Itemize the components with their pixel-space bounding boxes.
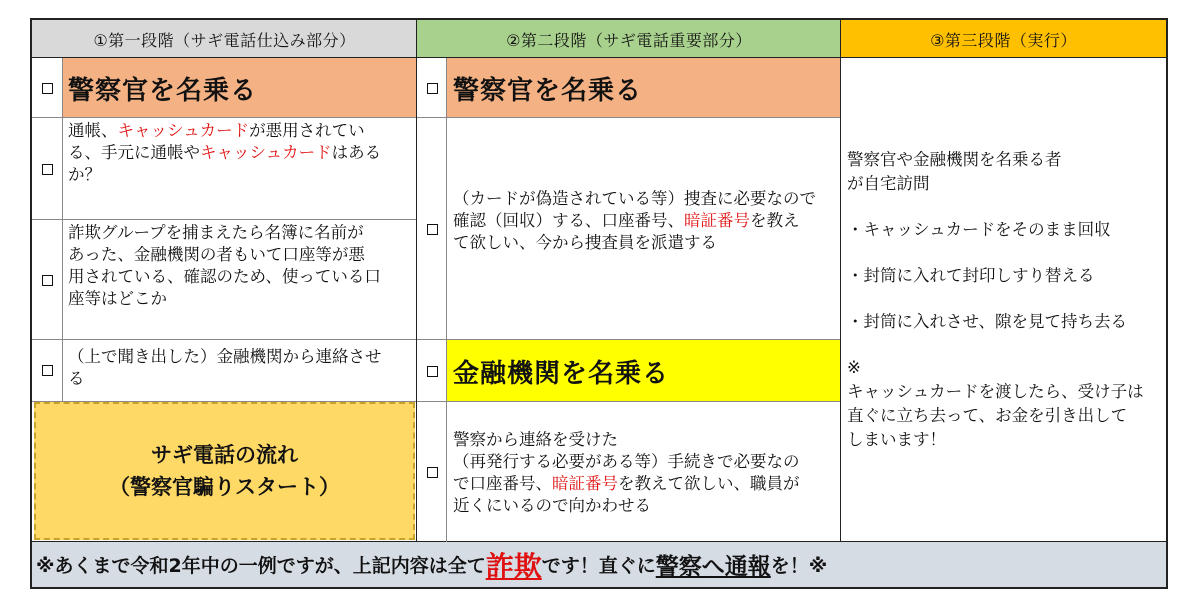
- header-stage3: ③第三段階（実行）: [841, 20, 1166, 58]
- stage1-item1-text: 通帳、キャッシュカードが悪用されてい る、手元に通帳やキャッシュカードはある か？: [68, 121, 382, 184]
- footer-warning: ※あくまで令和2年中の一例ですが、上記内容は全て 詐欺 です！直ぐに 警察へ通報 を！※: [32, 542, 1166, 587]
- stage1-item1-checkbox[interactable]: [32, 118, 62, 220]
- stage2-title-bank: 金融機関を名乗る: [447, 340, 841, 402]
- stage1-item2-checkbox[interactable]: [32, 220, 62, 340]
- grid-line: [32, 117, 416, 118]
- stage1-item3-checkbox[interactable]: [32, 340, 62, 400]
- grid-line: [417, 401, 840, 402]
- footer-report-police: 警察へ通報: [655, 554, 771, 580]
- flow-title: サギ電話の流れ: [151, 443, 298, 467]
- stage3-bullet: ・キャッシュカードをそのまま回収: [847, 220, 1111, 239]
- header-stage1: ①第一段階（サギ電話仕込み部分）: [32, 20, 417, 58]
- stage1-item3-text: （上で聞き出した）金融機関から連絡させ る: [68, 347, 382, 388]
- fraud-flow-table: [30, 18, 1168, 589]
- grid-line: [32, 57, 1166, 58]
- grid-line: [32, 401, 416, 402]
- stage2-item1-checkbox[interactable]: [417, 118, 447, 340]
- grid-line: [62, 58, 63, 402]
- stage1-title-checkbox[interactable]: [32, 58, 62, 118]
- grid-line: [446, 58, 447, 542]
- grid-line: [417, 339, 840, 340]
- stage3-bullet: ・封筒に入れて封印しすり替える: [847, 266, 1095, 285]
- stage1-item2-text: 詐欺グループを捕まえたら名簿に名前が あった、金融機関の者もいて口座等が悪 用されている、確認のため、使っている口 座等はどこか: [68, 223, 381, 308]
- grid-line: [416, 20, 417, 542]
- flow-subtitle: （警察官騙りスタート）: [109, 475, 340, 499]
- stage3-bullet: ・封筒に入れさせ、隙を見て持ち去る: [847, 312, 1128, 331]
- flow-summary-box: [34, 402, 415, 540]
- stage2-title-police: 警察官を名乗る: [447, 58, 841, 118]
- footer-fraud-word: 詐欺: [485, 549, 542, 583]
- grid-line: [32, 219, 416, 220]
- stage2-item2-text: 警察から連絡を受けた （再発行する必要がある等）手続きで必要なの で口座番号、暗証番号を教えて欲しい、職員が 近くにいるので向かわせる: [453, 430, 800, 515]
- stage2-item1-text: （カードが偽造されている等）捜査に必要なので 確認（回収）する、口座番号、暗証番号を教え て欲しい、今から捜査員を派遣する: [453, 189, 816, 252]
- grid-line: [32, 339, 416, 340]
- stage1-title: 警察官を名乗る: [62, 58, 417, 118]
- grid-line: [32, 541, 1166, 542]
- stage2-item2-checkbox[interactable]: [417, 402, 447, 542]
- header-stage2: ②第二段階（サギ電話重要部分）: [417, 20, 841, 58]
- stage2-title1-checkbox[interactable]: [417, 58, 447, 118]
- stage2-title2-checkbox[interactable]: [417, 340, 447, 402]
- grid-line: [840, 20, 841, 542]
- grid-line: [417, 117, 840, 118]
- stage3-text: 警察官や金融機関を名乗る者 が自宅訪問 ・キャッシュカードをそのまま回収 ・封筒に入れて封印しすり替える ・封筒に入れさせ、隙を見て持ち去る ※ キャッシュカードを渡したら、受け子は 直ぐに立ち去って、お金を引き出して しまいます！: [841, 58, 1166, 542]
